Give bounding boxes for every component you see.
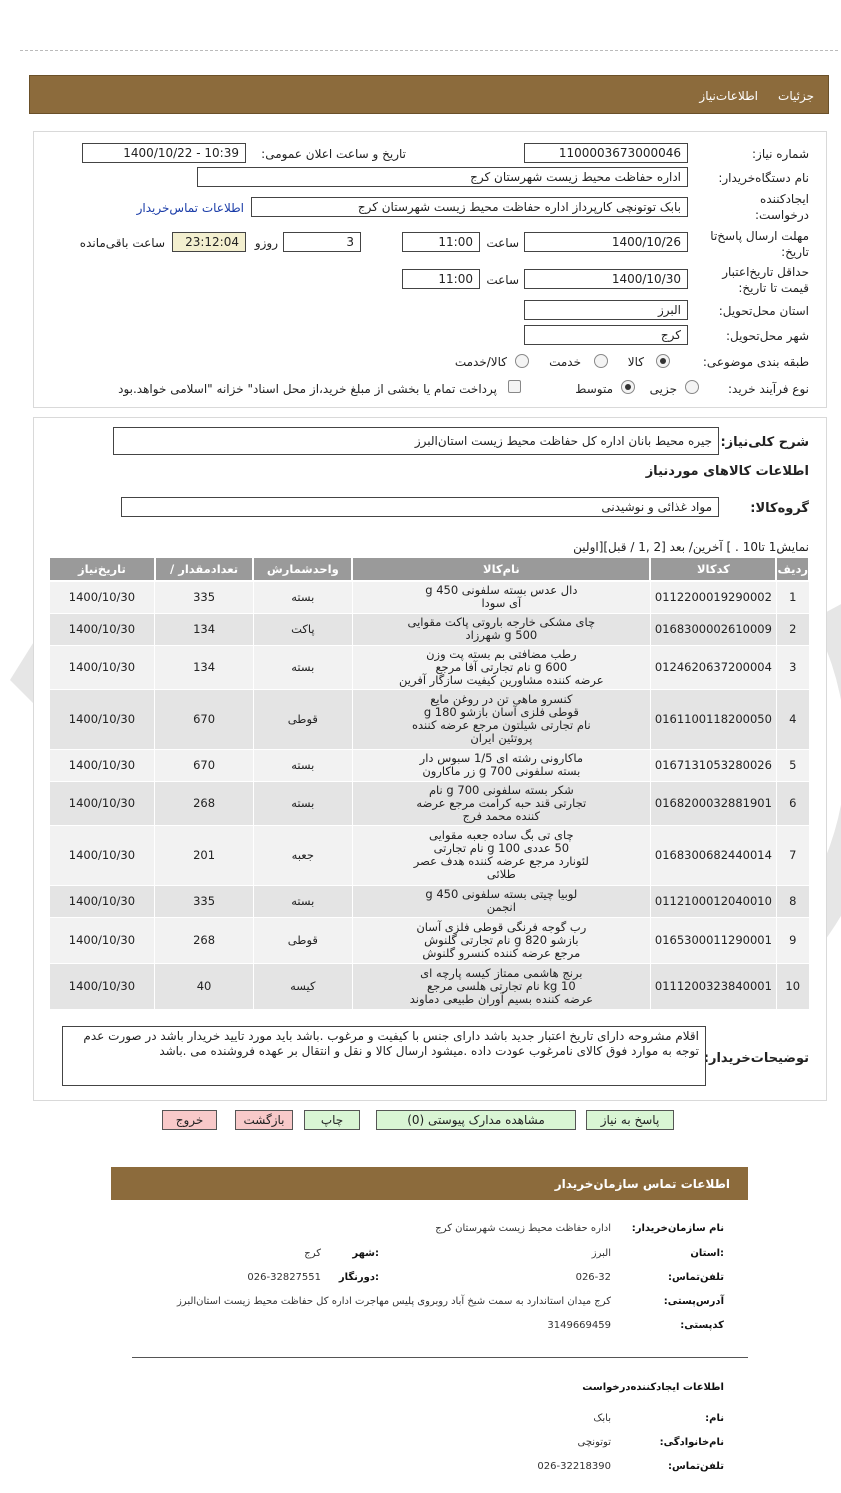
category-service-radio[interactable] bbox=[594, 354, 608, 368]
cell-item-unit: بسته bbox=[253, 749, 352, 781]
province-label: استان محل‌تحویل: bbox=[718, 304, 809, 318]
cell-row-number: 3 bbox=[776, 645, 809, 689]
cell-item-need-date: 1400/10/30 bbox=[49, 917, 155, 963]
cell-item-unit: قوطی bbox=[253, 917, 352, 963]
table-row bbox=[49, 825, 809, 885]
creator-family-value: توتونچی bbox=[577, 1437, 611, 1448]
col-quantity: تعدادمقدار / bbox=[155, 557, 254, 581]
general-desc-field: جیره محیط بانان اداره کل حفاظت محیط زیست استان‌البرز bbox=[113, 427, 719, 455]
process-partial-label: جزیی bbox=[649, 382, 677, 396]
deadline-label-2: تاریخ: bbox=[781, 245, 809, 259]
creator-field: بابک توتونچی کارپرداز اداره حفاظت محیط زیست شهرستان کرج bbox=[251, 197, 688, 217]
contact-phone-value: 026-32 bbox=[575, 1272, 611, 1283]
buyer-contact-link[interactable]: اطلاعات تماس‌خریدار bbox=[136, 201, 244, 215]
contact-address-label: آدرس‌پستی: bbox=[663, 1296, 724, 1307]
cell-row-number: 2 bbox=[776, 613, 809, 645]
col-unit: واحدشمارش bbox=[253, 557, 352, 581]
table-row bbox=[49, 963, 809, 1009]
cell-row-number: 8 bbox=[776, 885, 809, 917]
cell-item-quantity: 134 bbox=[155, 613, 254, 645]
deadline-time-field: 11:00 bbox=[402, 232, 480, 252]
cell-item-unit: قوطی bbox=[253, 689, 352, 749]
general-desc-label: شرح کلی‌نیاز: bbox=[720, 435, 809, 450]
cell-item-code: 0167131053280026 bbox=[650, 749, 776, 781]
top-divider bbox=[20, 50, 838, 51]
cell-item-unit: بسته bbox=[253, 781, 352, 825]
cell-item-code: 0124620637200004 bbox=[650, 645, 776, 689]
treasury-payment-checkbox[interactable] bbox=[508, 380, 521, 393]
contact-header-bar bbox=[111, 1167, 748, 1200]
cell-item-need-date: 1400/10/30 bbox=[49, 689, 155, 749]
cell-row-number: 1 bbox=[776, 581, 809, 613]
contact-divider bbox=[132, 1357, 748, 1358]
table-row bbox=[49, 645, 809, 689]
cell-item-name: برنج هاشمی ممتاز کیسه پارچه ای 10 kg نام تجارتی هلسی مرجع عرضه کننده بسیم آوران طبیعی دماوند bbox=[352, 963, 650, 1009]
cell-item-code: 0168300002610009 bbox=[650, 613, 776, 645]
process-type-label: نوع فرآیند خرید: bbox=[728, 382, 809, 396]
cell-item-name: لوبیا چیتی بسته سلفونی 450 g انجمن bbox=[352, 885, 650, 917]
category-goods-radio[interactable] bbox=[656, 354, 670, 368]
creator-phone-value: 026-32218390 bbox=[537, 1461, 611, 1472]
cell-item-quantity: 268 bbox=[155, 781, 254, 825]
contact-org-label: نام سازمان‌خریدار: bbox=[631, 1223, 724, 1234]
goods-table bbox=[48, 556, 810, 1010]
cell-item-name: شکر بسته سلفونی 700 g نام تجارتی قند حبه کرامت مرجع عرضه کننده محمد فرج bbox=[352, 781, 650, 825]
goods-info-title: اطلاعات کالاهای موردنیاز bbox=[645, 464, 809, 479]
cell-row-number: 9 bbox=[776, 917, 809, 963]
pager[interactable]: نمایش1 تا10 . ] آخرین/ بعد [2 ,1 / قبل][اولین bbox=[573, 540, 809, 554]
cell-item-unit: بسته bbox=[253, 645, 352, 689]
exit-button[interactable]: خروج bbox=[162, 1110, 217, 1130]
cell-item-code: 0168200032881901 bbox=[650, 781, 776, 825]
col-code: کدکالا bbox=[650, 557, 776, 581]
validity-label-1: حداقل تاریخ‌اعتبار bbox=[722, 265, 809, 279]
province-field: البرز bbox=[524, 300, 688, 320]
col-row: ردیف bbox=[776, 557, 809, 581]
cell-item-need-date: 1400/10/30 bbox=[49, 749, 155, 781]
creator-name-value: بابک bbox=[593, 1413, 611, 1424]
category-goods-label: کالا bbox=[627, 355, 644, 369]
cell-item-need-date: 1400/10/30 bbox=[49, 613, 155, 645]
cell-item-need-date: 1400/10/30 bbox=[49, 581, 155, 613]
creator-label-1: ایجادکننده bbox=[760, 192, 809, 206]
contact-title: اطلاعات تماس سازمان‌خریدار bbox=[554, 1177, 730, 1191]
cell-row-number: 7 bbox=[776, 825, 809, 885]
tab-need-info[interactable]: اطلاعات‌نیاز bbox=[699, 89, 758, 103]
cell-item-quantity: 670 bbox=[155, 749, 254, 781]
validity-time-label: ساعت bbox=[486, 273, 519, 287]
cell-item-need-date: 1400/10/30 bbox=[49, 645, 155, 689]
cell-item-code: 0112100012040010 bbox=[650, 885, 776, 917]
contact-postal-value: 3149669459 bbox=[547, 1320, 611, 1331]
contact-phone-label: تلفن‌تماس: bbox=[667, 1272, 724, 1283]
contact-city-label: :شهر bbox=[352, 1248, 379, 1259]
process-medium-radio[interactable] bbox=[621, 380, 635, 394]
cell-row-number: 10 bbox=[776, 963, 809, 1009]
goods-group-field: مواد غذائی و نوشیدنی bbox=[121, 497, 719, 517]
cell-item-quantity: 268 bbox=[155, 917, 254, 963]
creator-name-label: نام: bbox=[705, 1413, 724, 1424]
cell-item-unit: بسته bbox=[253, 885, 352, 917]
table-header-row bbox=[49, 557, 809, 581]
cell-row-number: 6 bbox=[776, 781, 809, 825]
cell-item-name: رب گوجه فرنگی قوطی فلزی آسان بازشو 820 g نام تجارتی گلنوش مرجع عرضه کننده کنسرو گلنوش bbox=[352, 917, 650, 963]
category-service-label: خدمت bbox=[549, 355, 581, 369]
contact-org-value: اداره حفاظت محیط زیست شهرستان کرج bbox=[435, 1223, 611, 1234]
creator-label-2: درخواست: bbox=[755, 208, 809, 222]
cell-item-need-date: 1400/10/30 bbox=[49, 963, 155, 1009]
cell-item-code: 0165300011290001 bbox=[650, 917, 776, 963]
cell-item-quantity: 134 bbox=[155, 645, 254, 689]
cell-item-need-date: 1400/10/30 bbox=[49, 885, 155, 917]
table-row bbox=[49, 613, 809, 645]
cell-row-number: 4 bbox=[776, 689, 809, 749]
contact-fax-value: 026-32827551 bbox=[247, 1272, 321, 1283]
cell-item-name: ماکارونی رشته ای 1/5 سبوس دار بسته سلفونی 700 g زر ماکارون bbox=[352, 749, 650, 781]
deadline-time-label: ساعت bbox=[486, 236, 519, 250]
view-attachments-button[interactable]: مشاهده مدارک پیوستی (0) bbox=[376, 1110, 576, 1130]
remaining-time-field: 23:12:04 bbox=[172, 232, 246, 252]
tab-details[interactable]: جزئیات bbox=[778, 89, 814, 103]
contact-fax-label: :دورنگار bbox=[338, 1272, 379, 1283]
back-button[interactable]: بازگشت bbox=[235, 1110, 293, 1130]
cell-item-unit: کیسه bbox=[253, 963, 352, 1009]
deadline-label-1: مهلت ارسال پاسخ‌تا bbox=[710, 229, 809, 243]
category-goods-service-radio[interactable] bbox=[515, 354, 529, 368]
remaining-label: ساعت باقی‌مانده bbox=[79, 236, 165, 250]
category-label: طبقه بندی موضوعی: bbox=[702, 355, 809, 369]
treasury-payment-label: پرداخت تمام یا بخشی از مبلغ خرید،از محل اسناد" خزانه "اسلامی خواهد.بود bbox=[118, 382, 497, 396]
cell-item-name: رطب مضافتی بم بسته پت وزن 600 g نام تجارتی آفا مرجع عرضه کننده مشاورین کیفیت سازگار آفرین bbox=[352, 645, 650, 689]
cell-item-quantity: 670 bbox=[155, 689, 254, 749]
cell-item-quantity: 201 bbox=[155, 825, 254, 885]
cell-item-quantity: 335 bbox=[155, 885, 254, 917]
days-label: روزو bbox=[254, 236, 278, 250]
contact-province-value: البرز bbox=[591, 1248, 611, 1259]
cell-item-unit: بسته bbox=[253, 581, 352, 613]
col-need-date: تاریخ‌نیاز bbox=[49, 557, 155, 581]
buyer-notes-label: توضیحات‌خریدار: bbox=[703, 1051, 809, 1066]
goods-group-label: گروه‌کالا: bbox=[750, 501, 809, 516]
contact-address-value: کرج میدان استاندارد به سمت شیخ آباد روبروی پلیس مهاجرت اداره کل حفاظت محیط زیست استان‌البرز bbox=[176, 1296, 611, 1307]
contact-province-label: :استان bbox=[690, 1248, 724, 1259]
buyer-org-field: اداره حفاظت محیط زیست شهرستان کرج bbox=[197, 167, 688, 187]
table-row bbox=[49, 917, 809, 963]
announce-label: تاریخ و ساعت اعلان عمومی: bbox=[261, 147, 406, 161]
cell-item-quantity: 335 bbox=[155, 581, 254, 613]
cell-item-code: 0161100118200050 bbox=[650, 689, 776, 749]
deadline-date-field: 1400/10/26 bbox=[524, 232, 688, 252]
table-row bbox=[49, 781, 809, 825]
need-number-label: شماره نیاز: bbox=[752, 147, 809, 161]
cell-item-code: 0168300682440014 bbox=[650, 825, 776, 885]
cell-item-name: چای مشکی خارجه باروتی پاکت مقوایی 500 g شهرزاد bbox=[352, 613, 650, 645]
creator-info-title: اطلاعات ایجاد‌کننده‌درخواست bbox=[582, 1382, 724, 1393]
city-label: شهر محل‌تحویل: bbox=[725, 329, 809, 343]
print-button[interactable]: چاپ bbox=[304, 1110, 360, 1130]
cell-item-code: 0112200019290002 bbox=[650, 581, 776, 613]
announce-field: 1400/10/22 - 10:39 bbox=[82, 143, 246, 163]
cell-item-name: دال عدس بسته سلفونی 450 g آی سودا bbox=[352, 581, 650, 613]
cell-item-unit: پاکت bbox=[253, 613, 352, 645]
cell-item-name: کنسرو ماهی تن در روغن مایع قوطی فلزی آسان بازشو 180 g نام تجارتی شیلتون مرجع عرضه کننده پروتئین ایران bbox=[352, 689, 650, 749]
cell-item-name: چای تی بگ ساده جعبه مقوایی 50 عددی 100 g نام تجارتی لئونارد مرجع عرضه کننده هدف عصر طلائی bbox=[352, 825, 650, 885]
buyer-org-label: نام دستگاه‌خریدار: bbox=[718, 171, 809, 185]
city-field: کرج bbox=[524, 325, 688, 345]
validity-date-field: 1400/10/30 bbox=[524, 269, 688, 289]
validity-time-field: 11:00 bbox=[402, 269, 480, 289]
process-medium-label: متوسط bbox=[575, 382, 613, 396]
cell-item-code: 0111200323840001 bbox=[650, 963, 776, 1009]
reply-button[interactable]: پاسخ به نیاز bbox=[586, 1110, 674, 1130]
days-field: 3 bbox=[283, 232, 361, 252]
contact-city-value: کرج bbox=[304, 1248, 321, 1259]
contact-postal-label: کدپستی: bbox=[680, 1320, 724, 1331]
table-row bbox=[49, 689, 809, 749]
creator-phone-label: تلفن‌تماس: bbox=[667, 1461, 724, 1472]
cell-row-number: 5 bbox=[776, 749, 809, 781]
creator-family-label: نام‌خانوادگی: bbox=[659, 1437, 724, 1448]
table-row bbox=[49, 885, 809, 917]
table-row bbox=[49, 581, 809, 613]
header-bar bbox=[29, 75, 829, 114]
cell-item-need-date: 1400/10/30 bbox=[49, 781, 155, 825]
need-number-field: 1100003673000046 bbox=[524, 143, 688, 163]
table-row bbox=[49, 749, 809, 781]
validity-label-2: قیمت تا تاریخ: bbox=[738, 281, 809, 295]
category-goods-service-label: کالا/خدمت bbox=[454, 355, 507, 369]
cell-item-unit: جعبه bbox=[253, 825, 352, 885]
cell-item-need-date: 1400/10/30 bbox=[49, 825, 155, 885]
col-name: نام‌کالا bbox=[352, 557, 650, 581]
cell-item-quantity: 40 bbox=[155, 963, 254, 1009]
process-partial-radio[interactable] bbox=[685, 380, 699, 394]
buyer-notes-field: اقلام مشروحه دارای تاریخ اعتبار جدید باشد دارای جنس با کیفیت و مرغوب .باشد باید مورد تایید خریدار باشد در صورت عدم توجه به موارد فوق کالای نامرغوب عودت داده .میشود ارسال کالا و نقل و انتقال بر عهده فروشنده می .باشد bbox=[62, 1026, 706, 1086]
